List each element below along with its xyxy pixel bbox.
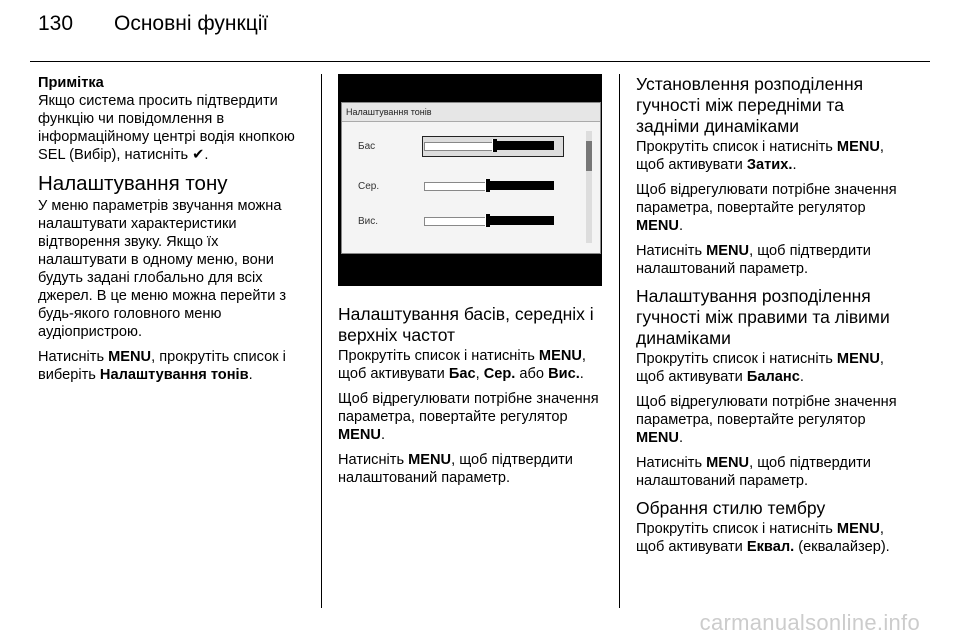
- section-title-fader: Установлення розподілення гучності між передніми та задніми динаміками: [636, 74, 864, 136]
- column-left: [38, 74, 310, 391]
- section-title-balance: Налаштування розподілення гучності між правими та лівими динаміками: [636, 286, 890, 348]
- balance-instruction-1: Прокрутіть список і натисніть MENU, щоб активувати Баланс.: [636, 351, 884, 385]
- scrollbar-thumb: [586, 141, 592, 171]
- slider-marker: [485, 214, 490, 227]
- header-rule: [30, 61, 930, 62]
- column-divider-1: [321, 74, 322, 608]
- tone-row-label-treble: Вис.: [358, 216, 379, 227]
- slider-track: [424, 182, 489, 191]
- column-right: [636, 74, 906, 563]
- tone-slider-treble: [424, 214, 554, 227]
- tone-row-label-bass: Бас: [358, 141, 376, 152]
- note-text: Якщо система просить підтвердити функцію чи повідомлення в інформаційному центрі водія кнопкою SEL (Вибір), натисніть ✔.: [38, 93, 295, 163]
- section-title-equalizer: Обрання стилю тембру: [636, 498, 826, 518]
- fader-instruction-3: Натисніть MENU, щоб підтвердити налаштований параметр.: [636, 243, 871, 277]
- column-divider-2: [619, 74, 620, 608]
- section-text-tone: У меню параметрів звучання можна налаштувати характеристики відтворення звуку. Якщо їх налаштувати в одному меню, вони будуть задані глобально для всіх джерел. В це меню можна перейти з будь-якого головного меню аудіопристрою.: [38, 198, 287, 340]
- balance-instruction-3: Натисніть MENU, щоб підтвердити налаштований параметр.: [636, 455, 871, 489]
- tone-window-title: Налаштування тонів: [342, 103, 600, 122]
- bass-instruction-3: Натисніть MENU, щоб підтвердити налаштований параметр.: [338, 452, 573, 486]
- tone-slider-mid: [424, 179, 554, 192]
- tone-slider-bass: [424, 139, 554, 152]
- scrollbar: [586, 131, 592, 243]
- section-title-tone: Налаштування тону: [38, 172, 228, 195]
- page-header: [38, 12, 268, 36]
- instruction-open-tone: Натисніть MENU, прокрутіть список і виберіть Налаштування тонів.: [38, 349, 286, 383]
- page-title: Основні функції: [114, 12, 269, 35]
- fader-instruction-2: Щоб відрегулювати потрібне значення параметра, повертайте регулятор MENU.: [636, 182, 897, 234]
- slider-fill: [489, 216, 554, 225]
- page-number: 130: [38, 12, 74, 35]
- equalizer-instruction-1: Прокрутіть список і натисніть MENU, щоб активувати Еквал. (еквалайзер).: [636, 521, 890, 555]
- section-title-bass-mid-treble: Налаштування басів, середніх і верхніх частот: [338, 304, 594, 345]
- watermark: carmanualsonline.info: [699, 610, 920, 635]
- slider-marker: [485, 179, 490, 192]
- slider-track: [424, 142, 496, 151]
- note-title: Примітка: [38, 75, 104, 91]
- tone-row-label-mid: Сер.: [358, 181, 380, 192]
- tone-settings-screenshot: [338, 74, 602, 286]
- bass-instruction-2: Щоб відрегулювати потрібне значення параметра, повертайте регулятор MENU.: [338, 391, 599, 443]
- slider-fill: [496, 141, 554, 150]
- slider-track: [424, 217, 489, 226]
- fader-instruction-1: Прокрутіть список і натисніть MENU, щоб активувати Затих..: [636, 139, 884, 173]
- column-middle: [338, 74, 608, 494]
- slider-marker: [492, 139, 497, 152]
- slider-fill: [489, 181, 554, 190]
- bass-instruction-1: Прокрутіть список і натисніть MENU, щоб активувати Бас, Сер. або Вис..: [338, 348, 586, 382]
- tone-settings-window: [341, 102, 601, 254]
- balance-instruction-2: Щоб відрегулювати потрібне значення параметра, повертайте регулятор MENU.: [636, 394, 897, 446]
